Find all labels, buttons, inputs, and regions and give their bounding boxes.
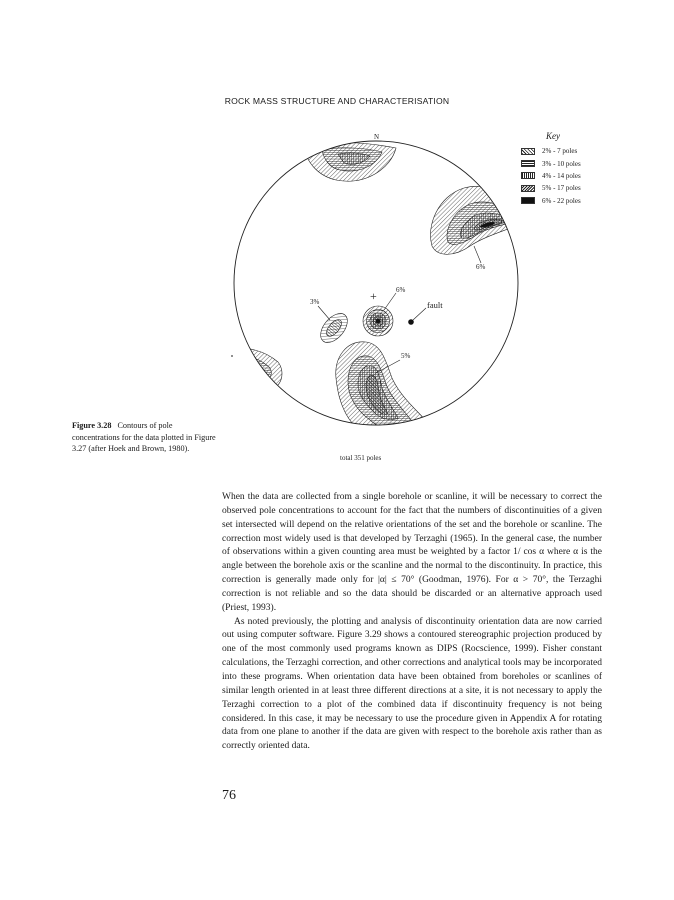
legend-label: 2% - 7 poles bbox=[542, 147, 578, 156]
legend-item bbox=[521, 170, 611, 182]
north-label: N bbox=[374, 133, 380, 141]
legend-title: Key bbox=[546, 131, 560, 141]
label-5pct: 5% bbox=[401, 352, 411, 360]
label-plus: + bbox=[370, 289, 377, 303]
legend-label: 3% - 10 poles bbox=[542, 159, 581, 168]
label-3pct: 3% bbox=[310, 298, 320, 306]
contour-upper-right bbox=[430, 186, 522, 254]
label-6pct-center: 6% bbox=[396, 286, 406, 294]
figure-caption-label: Figure 3.28 bbox=[72, 421, 112, 430]
label-fault: fault bbox=[427, 300, 443, 310]
figure-caption-text: Contours of pole concentrations for the data plotted in Figure 3.27 (after Hoek and Brown, 1980). bbox=[72, 421, 216, 453]
leader-6pct-upper bbox=[474, 246, 481, 263]
legend-label: 6% - 22 poles bbox=[542, 196, 581, 205]
legend-swatch-6pct bbox=[521, 197, 535, 204]
contour-top bbox=[304, 142, 396, 181]
label-6pct-upper: 6% bbox=[476, 263, 486, 271]
stereonet-figure bbox=[226, 128, 606, 468]
legend-swatch-5pct bbox=[521, 185, 535, 192]
contour-bottom bbox=[336, 342, 432, 440]
figure-caption bbox=[72, 420, 222, 455]
contour-6pct-center bbox=[363, 306, 393, 336]
leader-3pct bbox=[318, 306, 330, 320]
legend-item bbox=[521, 182, 611, 194]
legend-item bbox=[521, 195, 611, 207]
label-total-poles: total 351 poles bbox=[340, 454, 382, 462]
fault-leader bbox=[413, 308, 426, 320]
body-text bbox=[222, 491, 602, 754]
legend-label: 5% - 17 poles bbox=[542, 184, 581, 193]
legend-swatch-2pct bbox=[521, 148, 535, 155]
legend-item bbox=[521, 157, 611, 169]
running-header: ROCK MASS STRUCTURE AND CHARACTERISATION bbox=[224, 96, 450, 106]
paragraph: As noted previously, the plotting and analysis of discontinuity orientation data are now carried out using computer software. Figure 3.29 shows a contoured stereographic projection produced by one of the most commonly used programs known as DIPS (Rocscience, 1999). Fisher constant calculations, the Terzaghi correction, and other corrections and analytical tools may be incorporated into these programs. When orientation data have been obtained from boreholes or scanlines of similar length oriented in at least three different directions at a site, it is not necessary to apply the Terzaghi correction to a plot of the combined data if discontinuity frequency is not being considered. In this case, it may be necessary to use the procedure given in Appendix A for rotating data from one plane to another if the data are given with respect to the borehole axis rather than as correctly oriented data. bbox=[222, 616, 602, 752]
contour-3pct bbox=[315, 309, 352, 348]
legend-label: 4% - 14 poles bbox=[542, 171, 581, 180]
legend-swatch-3pct bbox=[521, 160, 535, 167]
legend-swatch-4pct bbox=[521, 172, 535, 179]
leader-6pct-center bbox=[384, 293, 396, 310]
page-number: 76 bbox=[222, 788, 236, 803]
fault-pole-dot bbox=[408, 319, 414, 325]
legend-item bbox=[521, 145, 611, 157]
legend-key bbox=[521, 131, 611, 207]
contour-left bbox=[236, 349, 282, 391]
paragraph: When the data are collected from a single borehole or scanline, it will be necessary to correct the observed pole concentrations to account for the fact that the numbers of discontinuities of a given set intersected will depend on the relative orientations of the set and the borehole or scanline. The correction most widely used is that developed by Terzaghi (1965). In the general case, the number of observations within a given counting area must be weighted by a factor 1/ cos α where α is the angle between the borehole axis or the scanline and the normal to the discontinuity. In practice, this correction is generally made only for |α| ≤ 70° (Goodman, 1976). For α > 70°, the Terzaghi correction is not reliable and so the data should be discarded or an alternative approach used (Priest, 1993). bbox=[222, 492, 602, 613]
